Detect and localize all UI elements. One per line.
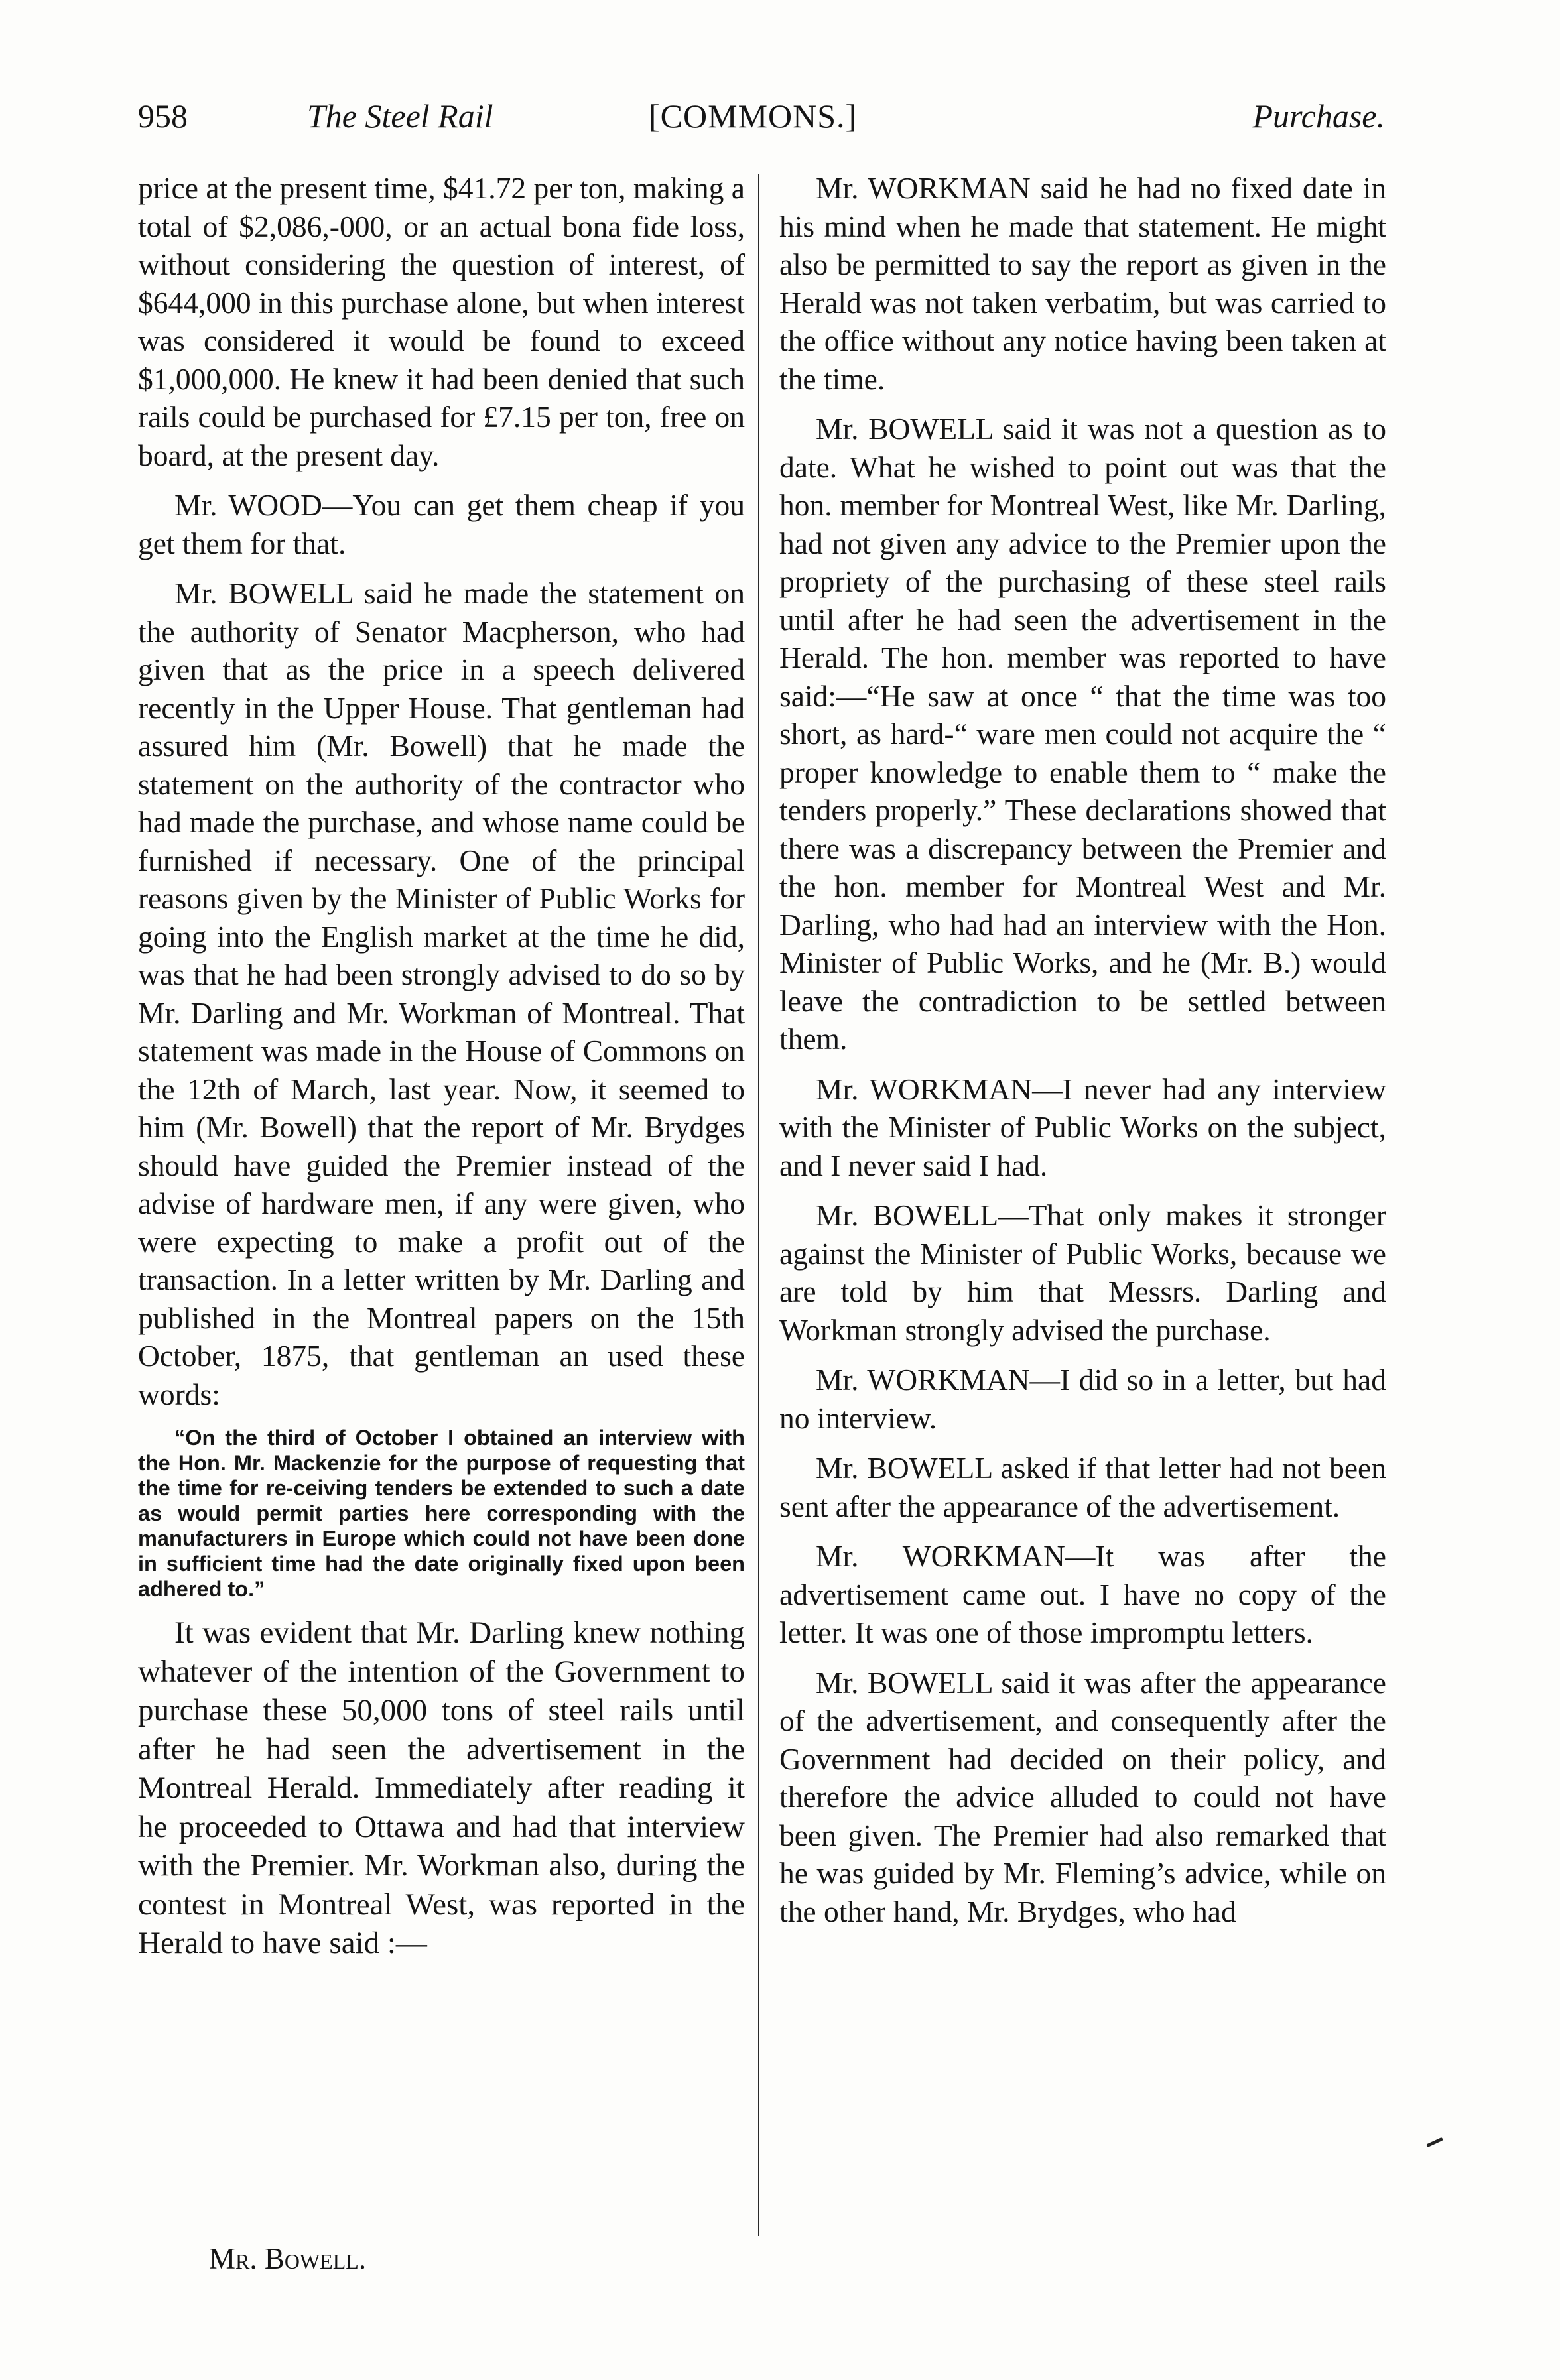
left-paragraph-2: Mr. WOOD—You can get them cheap if you get them for that. xyxy=(138,488,745,560)
right-paragraph-8: Mr. BOWELL said it was after the appearance of the advertisement, and consequently after the Government had decided on their policy, and therefore the advice alluded to could not have been given. The Premier had also remarked that he was guided by Mr. Fleming’s advice, while on the other hand, Mr. Brydges, who had xyxy=(779,1665,1386,1928)
stray-mark xyxy=(1426,2137,1443,2148)
right-paragraph-5: Mr. WORKMAN—I did so in a letter, but had no interview. xyxy=(779,1363,1386,1435)
right-paragraph-6: Mr. BOWELL asked if that letter had not been sent after the appearance of the advertisement. xyxy=(779,1451,1386,1523)
right-paragraph-4: Mr. BOWELL—That only makes it stronger against the Minister of Public Works, because we are told by him that Messrs. Darling and Workman strongly advised the purchase. xyxy=(779,1198,1386,1347)
right-paragraph-7: Mr. WORKMAN—It was after the advertisement came out. I have no copy of the letter. It was one of those impromptu letters. xyxy=(779,1539,1386,1649)
running-title-center: [COMMONS.] xyxy=(649,97,858,135)
left-paragraph-3: Mr. BOWELL said he made the statement on the authority of Senator Macpherson, who had given that as the price in a speech delivered recently in the Upper House. That gentleman had assured him (Mr. Bowell) that he made the statement on the authority of the contractor who had made the purchase, and whose name could be furnished if necessary. One of the principal reasons given by the Minister of Public Works for going into the English market at the time he did, was that he had been strongly advised to do so by Mr. Darling and Mr. Workman of Montreal. That statement was made in the House of Commons on the 12th of March, last year. Now, it seemed to him (Mr. Bowell) that the report of Mr. Brydges should have guided the Premier instead of the advise of hardware men, if any were given, who were expecting to make a profit out of the transaction. In a letter written by Mr. Darling and published in the Montreal papers on the 15th October, 1875, that gentleman an used these words: xyxy=(138,576,745,1411)
column-divider xyxy=(758,174,759,2236)
right-paragraph-2: Mr. BOWELL said it was not a question as to date. What he wished to point out was that the hon. member for Montreal West, like Mr. Darling, had not given any advice to the Premier upon the propriety of the purchasing of these steel rails until after he had seen the advertisement in the Herald. The hon. member was reported to have said:—“He saw at once “ that the time was too short, as hard-“ ware men could not acquire the “ proper knowledge to enable them to “ make the tenders properly.” These declarations showed that there was a discrepancy between the Premier and the hon. member for Montreal West and Mr. Darling, who had had an interview with the Hon. Minister of Public Works, and he (Mr. B.) would leave the contradiction to be settled between them. xyxy=(779,412,1386,1056)
right-paragraph-1: Mr. WORKMAN said he had no fixed date in his mind when he made that statement. He might also be permitted to say the report as given in the Herald was not taken verbatim, but was carried to the office without any notice having been taken at the time. xyxy=(779,171,1386,396)
running-title-left: The Steel Rail xyxy=(307,97,493,135)
catchword: Mr. Bowell. xyxy=(209,2242,367,2275)
block-quote: “On the third of October I obtained an interview with the Hon. Mr. Mackenzie for the purpose of requesting that the time for re-ceiving tenders be extended to such a date as would permit parties here corresponding with the manufacturers in Europe which could not have been done in sufficient time had the date originally fixed upon been adhered to.” xyxy=(138,1426,745,1601)
left-paragraph-4: It was evident that Mr. Darling knew nothing whatever of the intention of the Government to purchase these 50,000 tons of steel rails until after he had seen the advertisement in the Montreal Herald. Immediately after reading it he proceeded to Ottawa and had that interview with the Premier. Mr. Workman also, during the contest in Montreal West, was reported in the Herald to have said :— xyxy=(138,1615,745,1960)
page-number: 958 xyxy=(138,97,188,135)
running-title-right: Purchase. xyxy=(1252,97,1385,135)
left-column xyxy=(138,169,745,1975)
left-paragraph-1: price at the present time, $41.72 per ton, making a total of $2,086,-000, or an actual bona fide loss, without considering the question of interest, of $644,000 in this purchase alone, but when interest was considered it would be found to exceed $1,000,000. He knew it had been denied that such rails could be purchased for £7.15 per ton, free on board, at the present day. xyxy=(138,171,745,472)
right-column xyxy=(779,169,1386,1942)
page-header xyxy=(138,93,1385,139)
right-paragraph-3: Mr. WORKMAN—I never had any interview with the Minister of Public Works on the subject, and I never said I had. xyxy=(779,1072,1386,1182)
